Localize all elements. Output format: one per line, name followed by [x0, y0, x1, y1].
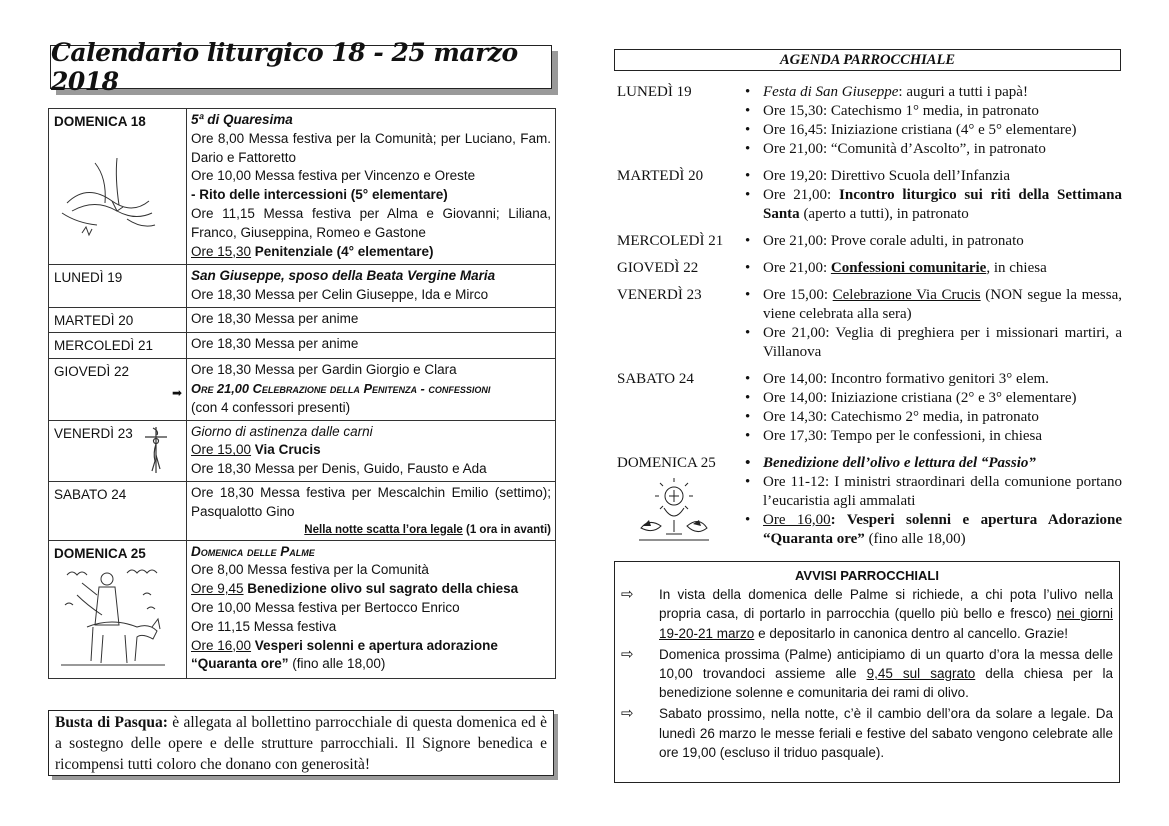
mass-line: Ore 18,30 Messa per Celin Giuseppe, Ida e Mirco: [191, 286, 489, 302]
crucifix-drawing: [141, 425, 171, 475]
list-item: • Ore 17,30: Tempo per le confessioni, in chiesa: [745, 427, 1122, 446]
notice-item: [621, 704, 1113, 762]
notice-item: [621, 645, 1113, 703]
day-label: MARTEDÌ 20: [54, 312, 134, 328]
agenda-day: SABATO 24: [617, 371, 694, 387]
agenda-row: [617, 259, 1122, 278]
day-label: LUNEDÌ 19: [54, 270, 123, 285]
table-row: [49, 307, 556, 333]
agenda-day: MERCOLEDÌ 21: [617, 233, 724, 249]
day-content: [187, 481, 556, 540]
mass-line: Ore 18,30 Messa per Denis, Guido, Fausto e Ada: [191, 461, 487, 477]
event-text: “Quaranta ore”: [191, 656, 289, 672]
agenda-items: [745, 167, 1122, 224]
mass-line: Ore 8,00 Messa festiva per la Comunità: [191, 562, 429, 578]
item-underlined: Ore 16,00: [763, 512, 831, 528]
event-time: Ore 16,00: [191, 637, 252, 653]
item-bold: Confessioni comunitarie: [830, 260, 987, 276]
list-item: [745, 286, 1122, 324]
day-label: SABATO 24: [54, 486, 127, 502]
event-text: Benedizione olivo sul sagrato della chiesa: [243, 581, 519, 597]
list-item: • Ore 15,30: Catechismo 1° media, in patronato: [745, 102, 1122, 121]
day-content: [187, 540, 556, 678]
item-text: Ore 21,00:: [763, 187, 840, 203]
notice-part: Domenica prossima (Palme) anticipiamo di un quarto d’ora la messa delle 10,00 trovandoci assieme alle: [659, 646, 1113, 682]
agenda-day: LUNEDÌ 19: [617, 84, 692, 100]
day-content: [187, 109, 556, 265]
notice-text: Sabato prossimo, nella notte, c’è il cambio dell’ora da solare a legale. Da lunedì 26 marzo le messe feriali e festive del sabato vengono celebrate alle ore 19,00 (escluso il triduo pasquale).: [659, 706, 1113, 760]
list-item: • Ore 21,00: Veglia di preghiera per i missionari martiri, a Villanova: [745, 324, 1122, 362]
list-item: • Benedizione dell’olivo e lettura del “Passio”: [745, 454, 1122, 473]
item-bold: Incontro liturgico sui riti della Settimana Santa: [763, 187, 1123, 222]
list-item: • Ore 19,20: Direttivo Scuola dell’Infanzia: [745, 167, 1122, 186]
item-text: Ore 15,00:: [763, 287, 833, 303]
item-text: (NON segue la messa, viene celebrata alla sera): [763, 287, 1122, 322]
list-item: • Ore 11-12: I ministri straordinari della comunione portano l’eucaristia agli ammalati: [745, 473, 1122, 511]
agenda-row: [617, 286, 1122, 362]
agenda-items: [745, 232, 1122, 251]
liturgical-heading: 5ª di Quaresima: [191, 112, 293, 127]
event-line: [191, 637, 551, 656]
day-content: [187, 265, 556, 308]
day-cell: [49, 265, 187, 308]
agenda-row: [617, 167, 1122, 224]
item-text: (fino alle 18,00): [864, 531, 966, 547]
notices-title: AVVISI PARROCCHIALI: [795, 568, 939, 583]
list-item: [745, 259, 1122, 278]
day-content: [187, 307, 556, 333]
hollow-arrow-icon: ⇨: [621, 705, 634, 723]
list-item: • Ore 14,00: Iniziazione cristiana (2° e 3° elementare): [745, 389, 1122, 408]
item-text: , in chiesa: [986, 260, 1047, 276]
mass-line: Ore 18,30 Messa per Gardin Giorgio e Clara: [191, 362, 457, 378]
day-cell: [49, 420, 187, 481]
event-text: Penitenziale (4° elementare): [251, 243, 434, 259]
table-row: [49, 333, 556, 359]
time-change-note: [191, 522, 551, 538]
event-line: [191, 580, 551, 599]
note-rest: (1 ora in avanti): [462, 523, 551, 536]
day-label: MERCOLEDÌ 21: [54, 338, 154, 354]
notice-underlined: nei giorni 19-20-21 marzo: [659, 606, 1113, 641]
liturgical-calendar-table: [48, 108, 556, 679]
day-cell: [49, 307, 187, 333]
list-item: [745, 511, 1122, 549]
day-content: [187, 420, 556, 481]
arrow-right-icon: ➡: [171, 386, 182, 401]
event-text: Via Crucis: [251, 442, 321, 458]
day-cell: [49, 481, 187, 540]
agenda-items: [745, 370, 1122, 446]
day-cell: [49, 109, 187, 265]
event-time: Ore 15,00: [191, 442, 252, 458]
table-row: [49, 359, 556, 420]
agenda-day: VENERDÌ 23: [617, 287, 702, 303]
day-cell: [49, 333, 187, 359]
praying-hands-drawing: [57, 153, 157, 245]
agenda-items: [745, 83, 1122, 159]
item-bold: : Vesperi solenni e apertura Adorazione “Quaranta ore”: [763, 512, 1122, 547]
day-label: GIOVEDÌ 22: [54, 364, 130, 380]
agenda-day: MARTEDÌ 20: [617, 168, 704, 184]
notice-part: e depositarlo in canonica dentro al cancello. Grazie!: [754, 625, 1068, 641]
agenda-day-cell: [617, 454, 745, 549]
list-item: • Ore 14,30: Catechismo 2° media, in patronato: [745, 408, 1122, 427]
mass-line: Ore 10,00 Messa festiva per Vincenzo e Oreste: [191, 168, 476, 184]
agenda-day: GIOVEDÌ 22: [617, 260, 699, 276]
calendar-title: Calendario liturgico 18 - 25 marzo 2018: [50, 45, 552, 89]
agenda-row: [617, 83, 1122, 159]
mass-line: Ore 11,15 Messa festiva per Alma e Giovanni; Liliana, Franco, Giuseppina, Romeo e Gastone: [191, 205, 551, 240]
mass-line: Ore 10,00 Messa festiva per Bertocco Enrico: [191, 599, 460, 615]
event-time: Ore 15,30: [191, 243, 252, 259]
item-text: : auguri a tutti i papà!: [898, 84, 1028, 100]
list-item: • Ore 16,45: Iniziazione cristiana (4° e 5° elementare): [745, 121, 1122, 140]
agenda-items: [745, 259, 1122, 278]
agenda-row: [617, 370, 1122, 446]
event-line: [191, 655, 551, 674]
event-text: Vesperi solenni e apertura adorazione: [251, 637, 498, 653]
table-row: [49, 420, 556, 481]
list-item: [745, 83, 1122, 102]
mass-line: Ore 8,00 Messa festiva per la Comunità; per Luciano, Fam. Dario e Fattoretto: [191, 130, 551, 165]
item-text: (aperto a tutti), in patronato: [799, 206, 969, 222]
event-time: Ore 9,45: [191, 581, 244, 597]
day-cell: [49, 359, 187, 420]
chalice-host-drawing: [637, 478, 711, 544]
agenda-items: [745, 454, 1122, 549]
liturgical-heading: Giorno di astinenza dalle carni: [191, 423, 373, 439]
notice-part: In vista della domenica delle Palme si richiede, a chi pota l’ulivo nella propria casa, di portarlo in parrocchia (quello più bello e fresco): [659, 587, 1113, 622]
day-label: DOMENICA 18: [54, 114, 146, 129]
agenda-title: AGENDA PARROCCHIALE: [614, 49, 1121, 71]
palm-sunday-drawing: [57, 565, 169, 675]
notice-text: [659, 585, 1113, 643]
mass-line: Ore 18,30 Messa festiva per Mescalchin Emilio (settimo); Pasqualotto Gino: [191, 484, 551, 519]
list-item: • Ore 14,00: Incontro formativo genitori 3° elem.: [745, 370, 1122, 389]
notice-label: Busta di Pasqua:: [55, 714, 168, 731]
event-line: [191, 441, 551, 460]
event-line: - Rito delle intercessioni (5° elementare): [191, 187, 448, 203]
mass-line: Ore 18,30 Messa per anime: [191, 336, 359, 352]
agenda-row: [617, 454, 1122, 549]
event-note: (fino alle 18,00): [288, 656, 386, 672]
agenda-items: [745, 286, 1122, 362]
mass-line: Ore 18,30 Messa per anime: [191, 310, 359, 326]
list-item: [745, 186, 1122, 224]
notice-item: [621, 585, 1113, 643]
agenda-day: DOMENICA 25: [617, 455, 716, 471]
event-line: Ore 21,00 Celebrazione della Penitenza - confessioni: [191, 380, 491, 396]
event-note: (con 4 confessori presenti): [191, 399, 351, 415]
table-row: [49, 481, 556, 540]
mass-line: Ore 11,15 Messa festiva: [191, 618, 337, 634]
item-text: Ore 21,00:: [763, 260, 831, 276]
hollow-arrow-icon: ⇨: [621, 645, 634, 663]
day-cell: [49, 540, 187, 678]
parish-notices: [614, 561, 1120, 783]
day-content: [187, 333, 556, 359]
table-row: [49, 265, 556, 308]
event-line: [191, 243, 551, 262]
list-item: • Ore 21,00: “Comunità d’Ascolto”, in patronato: [745, 140, 1122, 159]
notice-text: è allegata al bollettino parrocchiale di questa domenica ed è a sostegno delle opere e delle strutture parrocchiali. Il Signore benedica e ricompensi tutti coloro che donano con generosità!: [55, 714, 547, 773]
table-row: [49, 109, 556, 265]
parish-agenda: [617, 83, 1122, 557]
day-label: VENERDÌ 23: [54, 425, 133, 441]
item-underlined: Celebrazione Via Crucis: [832, 287, 981, 303]
hollow-arrow-icon: ⇨: [621, 586, 634, 604]
easter-envelope-notice: [48, 710, 554, 776]
liturgical-heading: Domenica delle Palme: [191, 543, 315, 559]
day-content: [187, 359, 556, 420]
notice-text: [659, 645, 1113, 703]
notice-part: della chiesa per la benedizione solenne e comunitaria dei rami di olivo.: [659, 666, 1114, 701]
item-italic: Festa di San Giuseppe: [763, 84, 899, 100]
notice-underlined: 9,45 sul sagrato: [866, 666, 976, 682]
agenda-row: [617, 232, 1122, 251]
list-item: • Ore 21,00: Prove corale adulti, in patronato: [745, 232, 1122, 251]
liturgical-heading: San Giuseppe, sposo della Beata Vergine Maria: [191, 268, 496, 283]
note-underlined: Nella notte scatta l’ora legale: [304, 523, 463, 536]
table-row: [49, 540, 556, 678]
day-label: DOMENICA 25: [54, 545, 146, 561]
